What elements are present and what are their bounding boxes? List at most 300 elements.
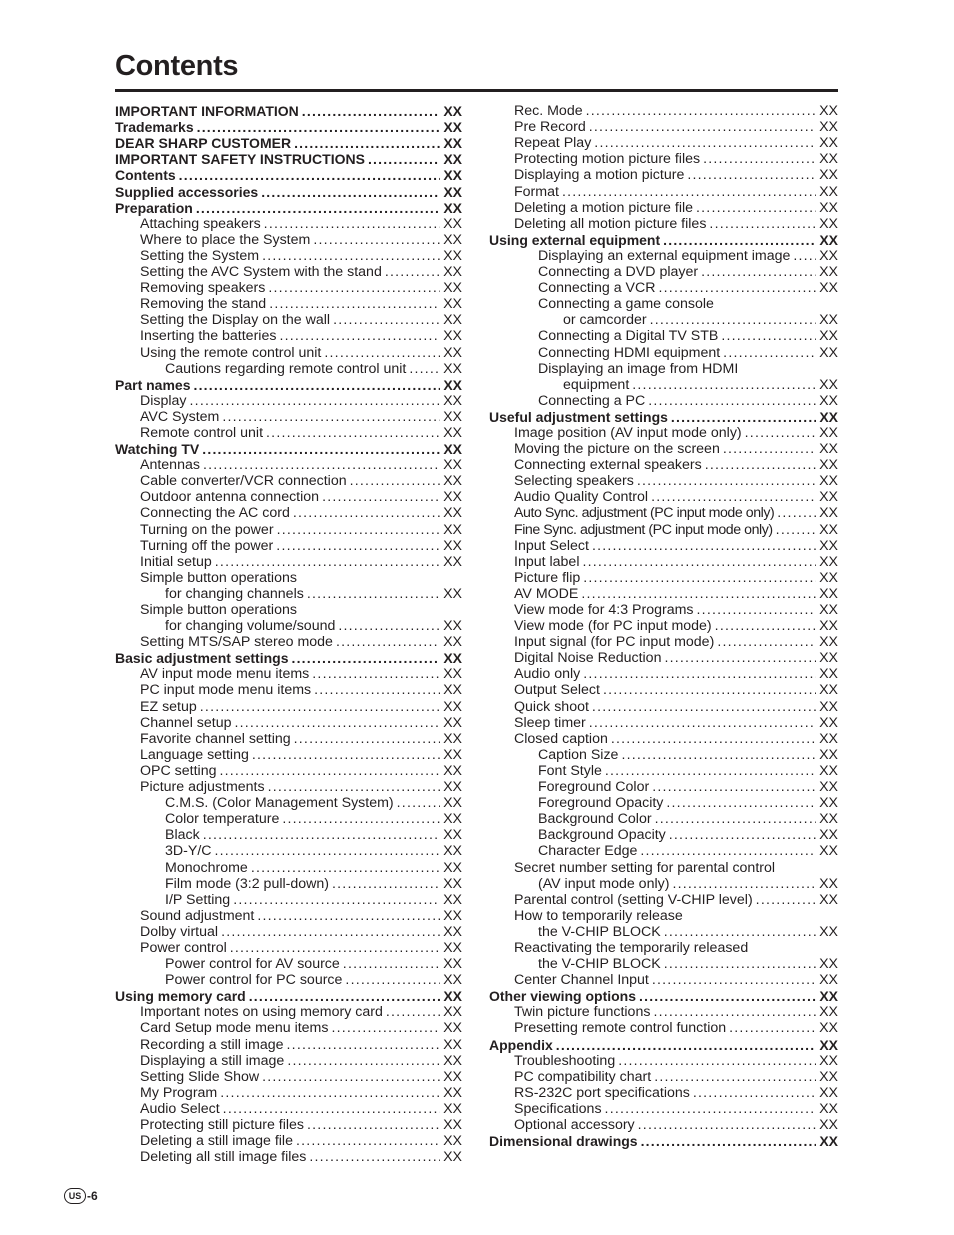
toc-entry-page: XX <box>819 344 838 361</box>
toc-entry <box>115 698 462 714</box>
toc-leader-dots <box>252 747 440 763</box>
toc-leader-dots <box>296 1133 440 1149</box>
toc-entry-page: XX <box>443 344 462 361</box>
toc-entry-page: XX <box>443 167 462 184</box>
toc-entry-label: Part names <box>115 376 191 393</box>
toc-leader-dots <box>215 554 440 570</box>
toc-leader-dots <box>586 103 816 119</box>
toc-leader-dots <box>664 924 816 940</box>
toc-entry-page: XX <box>443 360 462 377</box>
toc-entry <box>115 650 462 666</box>
toc-entry <box>489 747 838 763</box>
toc-entry-label: Input Select <box>514 537 589 554</box>
toc-entry <box>489 554 838 570</box>
toc-entry <box>115 264 462 280</box>
toc-entry-label: Deleting a still image file <box>140 1133 293 1150</box>
toc-leader-dots <box>386 1004 440 1020</box>
toc-leader-dots <box>368 151 440 167</box>
toc-entry-page: XX <box>819 714 838 731</box>
toc-entry <box>489 135 838 151</box>
toc-entry-page: XX <box>819 199 838 216</box>
toc-entry-label: 3D-Y/C <box>165 843 212 860</box>
toc-entry-page: XX <box>443 215 462 232</box>
toc-entry-label: Audio Select <box>140 1100 220 1117</box>
toc-leader-dots <box>276 538 440 554</box>
toc-leader-dots <box>664 650 816 666</box>
toc-entry <box>115 521 462 537</box>
toc-leader-dots <box>611 731 816 747</box>
toc-entry-label: Using memory card <box>115 988 246 1005</box>
toc-entry-label: Channel setup <box>140 714 232 731</box>
toc-entry-page: XX <box>819 408 838 425</box>
toc-entry-page: XX <box>443 135 462 152</box>
toc-entry-page: XX <box>819 1020 838 1037</box>
toc-entry-label: Appendix <box>489 1036 553 1053</box>
toc-leader-dots <box>264 216 440 232</box>
toc-entry <box>115 892 462 908</box>
toc-entry <box>115 216 462 232</box>
toc-entry-label: Background Opacity <box>538 827 666 844</box>
toc-entry-label: Font Style <box>538 762 602 779</box>
toc-entry-label: Remote control unit <box>140 424 264 441</box>
toc-entry <box>489 1101 838 1117</box>
toc-leader-dots <box>249 988 441 1004</box>
toc-entry-page: XX <box>819 779 838 796</box>
toc-entry <box>489 586 838 602</box>
toc-leader-dots <box>582 554 816 570</box>
toc-leader-dots <box>671 409 816 425</box>
toc-entry-page: XX <box>819 1133 838 1150</box>
toc-entry-page: XX <box>819 956 838 973</box>
toc-entry <box>115 988 462 1004</box>
toc-entry <box>115 1117 462 1133</box>
toc-entry-label: IMPORTANT INFORMATION <box>115 103 299 120</box>
toc-entry-page: XX <box>819 1036 838 1053</box>
toc-leader-dots <box>203 457 440 473</box>
toc-leader-dots <box>279 328 440 344</box>
toc-entry-label: Preparation <box>115 199 193 216</box>
toc-entry-label: Audio Quality Control <box>514 489 649 506</box>
toc-entry <box>489 361 838 377</box>
toc-entry-label: for changing channels <box>165 585 304 602</box>
toc-entry <box>115 1069 462 1085</box>
toc-entry-label: Deleting a motion picture file <box>514 199 694 216</box>
toc-leader-dots <box>294 135 440 151</box>
toc-entry <box>489 232 838 248</box>
toc-leader-dots <box>220 1085 440 1101</box>
toc-entry-label: or camcorder <box>563 312 647 329</box>
toc-entry <box>489 876 838 892</box>
toc-entry <box>115 167 462 183</box>
toc-entry-page: XX <box>443 296 462 313</box>
toc-leader-dots <box>268 280 440 296</box>
toc-entry-label: Twin picture functions <box>514 1004 651 1021</box>
toc-leader-dots <box>343 956 440 972</box>
toc-entry-label: Output Select <box>514 682 600 699</box>
toc-entry <box>489 1036 838 1052</box>
toc-leader-dots <box>556 1037 817 1053</box>
page-footer <box>64 1188 98 1204</box>
toc-entry <box>115 135 462 151</box>
toc-entry-page: XX <box>443 1020 462 1037</box>
toc-leader-dots <box>292 650 441 666</box>
toc-entry-page: XX <box>443 956 462 973</box>
toc-entry <box>489 956 838 972</box>
toc-leader-dots <box>705 457 816 473</box>
toc-leader-dots <box>333 312 440 328</box>
toc-entry <box>115 328 462 344</box>
toc-entry-label: Caption Size <box>538 746 619 763</box>
toc-entry-page: XX <box>443 988 462 1005</box>
toc-entry <box>115 377 462 393</box>
toc-entry <box>489 859 838 875</box>
toc-leader-dots <box>703 151 816 167</box>
toc-entry-label: My Program <box>140 1084 218 1101</box>
toc-entry-label: View mode for 4:3 Programs <box>514 602 694 618</box>
toc-leader-dots <box>621 747 816 763</box>
toc-entry <box>115 924 462 940</box>
toc-entry-label: Card Setup mode menu items <box>140 1020 329 1037</box>
toc-entry-label: Watching TV <box>115 441 200 458</box>
toc-entry-label: Attaching speakers <box>140 215 261 232</box>
toc-entry-label: IMPORTANT SAFETY INSTRUCTIONS <box>115 151 365 168</box>
toc-entry <box>115 554 462 570</box>
toc-entry-label: Displaying an image from HDMI <box>538 360 739 377</box>
toc-entry-page: XX <box>443 521 462 538</box>
toc-entry <box>489 715 838 731</box>
toc-entry-label: Recording a still image <box>140 1036 284 1053</box>
toc-entry-label: Connecting a PC <box>538 392 646 409</box>
toc-leader-dots <box>350 473 440 489</box>
toc-entry-page: XX <box>819 1084 838 1101</box>
toc-entry-page: XX <box>443 1149 462 1166</box>
toc-entry-page: XX <box>819 489 838 506</box>
toc-entry-label: Presetting remote control function <box>514 1020 727 1037</box>
toc-entry-page: XX <box>443 119 462 136</box>
toc-entry <box>489 489 838 505</box>
toc-entry-page: XX <box>819 151 838 168</box>
toc-entry-page: XX <box>443 1052 462 1069</box>
toc-leader-dots <box>653 1004 816 1020</box>
toc-entry <box>489 377 838 393</box>
toc-entry <box>115 361 462 377</box>
toc-entry-label: Protecting still picture files <box>140 1117 305 1133</box>
toc-entry <box>115 200 462 216</box>
toc-entry <box>489 924 838 940</box>
toc-entry-label: Sleep timer <box>514 714 586 731</box>
toc-entry-page: XX <box>443 634 462 651</box>
toc-entry <box>489 183 838 199</box>
toc-entry-page: XX <box>819 666 838 683</box>
toc-leader-dots <box>220 763 441 779</box>
toc-leader-dots <box>723 441 816 457</box>
toc-entry-page: XX <box>443 457 462 474</box>
toc-entry <box>489 441 838 457</box>
toc-entry-label: the V-CHIP BLOCK <box>538 956 661 973</box>
toc-entry-page: XX <box>819 843 838 860</box>
toc-entry-page: XX <box>443 827 462 844</box>
toc-leader-dots <box>223 1101 440 1117</box>
toc-entry-page: XX <box>443 505 462 522</box>
toc-entry <box>489 1117 838 1133</box>
toc-entry <box>489 167 838 183</box>
toc-leader-dots <box>385 264 440 280</box>
toc-entry-page: XX <box>443 328 462 345</box>
toc-entry-label: Connecting HDMI equipment <box>538 344 721 361</box>
toc-entry-label: Background Color <box>538 811 652 828</box>
toc-entry-page: XX <box>819 231 838 248</box>
toc-entry-label: EZ setup <box>140 698 197 715</box>
toc-leader-dots <box>650 312 816 328</box>
toc-entry-label: Setting the AVC System with the stand <box>140 264 382 281</box>
toc-leader-dots <box>687 167 816 183</box>
toc-leader-dots <box>589 715 816 731</box>
toc-entry <box>115 1053 462 1069</box>
toc-leader-dots <box>729 1020 816 1036</box>
toc-entry <box>489 103 838 119</box>
toc-entry <box>489 827 838 843</box>
toc-entry-label: Connecting the AC cord <box>140 505 290 522</box>
toc-entry-page: XX <box>819 135 838 152</box>
toc-entry <box>489 312 838 328</box>
toc-leader-dots <box>322 489 440 505</box>
toc-entry-label: Quick shoot <box>514 698 589 715</box>
toc-entry-label: Turning on the power <box>140 521 274 538</box>
toc-entry-page: XX <box>819 827 838 844</box>
toc-entry-label: Language setting <box>140 746 249 763</box>
toc-entry <box>489 264 838 280</box>
toc-entry-page: XX <box>819 392 838 409</box>
toc-entry-label: Useful adjustment settings <box>489 408 668 425</box>
toc-entry <box>115 972 462 988</box>
toc-leader-dots <box>203 827 440 843</box>
toc-entry-label: Outdoor antenna connection <box>140 489 320 506</box>
toc-leader-dots <box>197 119 441 135</box>
toc-entry-label: Other viewing options <box>489 988 637 1005</box>
toc-entry <box>489 940 838 956</box>
toc-leader-dots <box>332 876 440 892</box>
toc-entry-page: XX <box>443 424 462 441</box>
toc-leader-dots <box>222 409 440 425</box>
toc-entry <box>115 248 462 264</box>
toc-leader-dots <box>313 232 440 248</box>
toc-entry <box>489 538 838 554</box>
toc-leader-dots <box>672 876 816 892</box>
toc-entry-page: XX <box>443 939 462 956</box>
toc-entry-label: Selecting speakers <box>514 473 634 490</box>
toc-entry-page: XX <box>443 441 462 458</box>
toc-leader-dots <box>640 843 816 859</box>
toc-entry-label: Pre Record <box>514 119 586 136</box>
toc-entry-label: Setting MTS/SAP stereo mode <box>140 634 333 651</box>
toc-leader-dots <box>592 538 816 554</box>
toc-entry <box>489 779 838 795</box>
toc-entry <box>115 296 462 312</box>
toc-entry <box>115 956 462 972</box>
toc-leader-dots <box>693 1085 816 1101</box>
toc-entry-label: Connecting a game console <box>538 296 714 313</box>
toc-entry-page: XX <box>819 215 838 232</box>
toc-entry-page: XX <box>819 602 838 618</box>
toc-entry-page: XX <box>443 891 462 908</box>
toc-leader-dots <box>266 425 440 441</box>
toc-entry-page: XX <box>819 1117 838 1133</box>
toc-entry-label: View mode (for PC input mode) <box>514 618 712 635</box>
toc-leader-dots <box>669 827 816 843</box>
toc-leader-dots <box>581 586 816 602</box>
toc-leader-dots <box>307 1117 440 1133</box>
toc-leader-dots <box>641 1133 817 1149</box>
toc-entry-label: Initial setup <box>140 553 212 570</box>
toc-entry-label: Optional accessory <box>514 1117 635 1133</box>
toc-entry-label: Rec. Mode <box>514 103 583 120</box>
toc-leader-dots <box>215 843 441 859</box>
toc-entry-page: XX <box>443 762 462 779</box>
toc-entry-label: Using external equipment <box>489 231 661 248</box>
toc-entry-label: Setting Slide Show <box>140 1068 260 1085</box>
us-region-badge: US <box>64 1188 86 1204</box>
toc-entry <box>115 505 462 521</box>
toc-entry <box>115 1036 462 1052</box>
toc-entry-page: XX <box>443 875 462 892</box>
toc-entry-page: XX <box>443 1068 462 1085</box>
toc-entry-page: XX <box>819 247 838 264</box>
toc-entry-label: Removing speakers <box>140 280 266 297</box>
toc-entry <box>115 1004 462 1020</box>
toc-leader-dots <box>745 425 816 441</box>
toc-leader-dots <box>269 296 440 312</box>
toc-entry-label: Deleting all motion picture files <box>514 215 707 232</box>
toc-entry <box>115 602 462 618</box>
toc-leader-dots <box>654 1069 816 1085</box>
toc-entry-page: XX <box>819 795 838 812</box>
toc-entry-label: Image position (AV input mode only) <box>514 424 742 441</box>
toc-entry-label: Input label <box>514 553 580 570</box>
toc-entry <box>115 103 462 119</box>
toc-entry <box>115 1020 462 1036</box>
toc-entry <box>115 1085 462 1101</box>
toc-leader-dots <box>592 699 816 715</box>
toc-leader-dots <box>637 473 816 489</box>
toc-entry-label: Using the remote control unit <box>140 344 322 361</box>
toc-leader-dots <box>314 682 440 698</box>
toc-leader-dots <box>605 1101 817 1117</box>
toc-entry-label: Turning off the power <box>140 537 274 554</box>
toc-leader-dots <box>651 489 816 505</box>
toc-entry <box>115 538 462 554</box>
toc-entry-page: XX <box>443 1100 462 1117</box>
toc-entry <box>115 827 462 843</box>
toc-leader-dots <box>302 103 441 119</box>
toc-entry-page: XX <box>443 795 462 812</box>
toc-entry-page: XX <box>443 264 462 281</box>
toc-entry-label: Parental control (setting V-CHIP level) <box>514 891 753 908</box>
toc-entry-label: AVC System <box>140 408 220 425</box>
toc-entry-page: XX <box>819 183 838 200</box>
toc-entry-label: Fine Sync. adjustment (PC input mode only) <box>514 521 773 538</box>
toc-entry-label: Film mode (3:2 pull-down) <box>165 875 330 892</box>
toc-entry-page: XX <box>443 1084 462 1101</box>
toc-entry <box>489 972 838 988</box>
toc-entry <box>489 731 838 747</box>
toc-leader-dots <box>715 618 816 634</box>
toc-entry-label: Display <box>140 392 187 409</box>
toc-entry <box>489 1004 838 1020</box>
toc-entry <box>489 216 838 232</box>
toc-entry-page: XX <box>819 1004 838 1021</box>
toc-entry <box>489 473 838 489</box>
toc-entry <box>115 119 462 135</box>
toc-leader-dots <box>193 377 440 393</box>
toc-entry-label: Setting the System <box>140 247 260 264</box>
toc-entry-label: Cable converter/VCR connection <box>140 473 347 490</box>
toc-leader-dots <box>251 860 440 876</box>
toc-entry <box>489 666 838 682</box>
toc-leader-dots <box>190 393 441 409</box>
toc-entry <box>115 151 462 167</box>
toc-entry-page: XX <box>443 907 462 924</box>
toc-entry-page: XX <box>819 424 838 441</box>
toc-leader-dots <box>277 522 441 538</box>
toc-entry-label: Center Channel Input <box>514 972 649 989</box>
toc-entry <box>115 747 462 763</box>
toc-leader-dots <box>261 184 440 200</box>
toc-entry-label: Contents <box>115 167 176 184</box>
toc-leader-dots <box>202 441 440 457</box>
toc-entry-page: XX <box>819 618 838 635</box>
toc-entry-label: Displaying a motion picture <box>514 167 685 184</box>
toc-entry-label: Basic adjustment settings <box>115 650 289 667</box>
toc-leader-dots <box>589 119 816 135</box>
toc-entry <box>115 344 462 360</box>
toc-leader-dots <box>618 1053 816 1069</box>
toc-entry <box>115 795 462 811</box>
toc-leader-dots <box>233 892 440 908</box>
toc-entry <box>115 457 462 473</box>
toc-entry-label: Sound adjustment <box>140 907 255 924</box>
toc-entry-page: XX <box>819 634 838 651</box>
toc-leader-dots <box>287 1037 441 1053</box>
toc-entry-label: Connecting a Digital TV STB <box>538 328 719 345</box>
toc-entry-label: PC compatibility chart <box>514 1068 652 1085</box>
toc-entry-label: Cautions regarding remote control unit <box>165 360 407 377</box>
toc-entry-page: XX <box>443 280 462 297</box>
toc-entry-label: Secret number setting for parental control <box>514 859 776 876</box>
toc-entry-page: XX <box>443 312 462 329</box>
toc-entry <box>489 682 838 698</box>
toc-entry-page: XX <box>443 746 462 763</box>
toc-entry-label: Inserting the batteries <box>140 328 277 345</box>
toc-entry-page: XX <box>443 650 462 667</box>
toc-entry <box>115 280 462 296</box>
toc-entry-label: Moving the picture on the screen <box>514 441 720 458</box>
toc-entry-label: Connecting a DVD player <box>538 264 699 281</box>
toc-leader-dots <box>309 1149 440 1165</box>
toc-entry <box>489 344 838 360</box>
title-rule <box>115 89 838 92</box>
toc-leader-dots <box>723 345 816 361</box>
toc-leader-dots <box>652 779 816 795</box>
toc-entry-page: XX <box>819 312 838 329</box>
toc-entry-page: XX <box>443 779 462 796</box>
toc-entry-page: XX <box>819 1052 838 1069</box>
toc-entry-page: XX <box>819 585 838 602</box>
toc-leader-dots <box>338 618 440 634</box>
toc-entry <box>489 570 838 586</box>
toc-entry-page: XX <box>819 988 838 1005</box>
toc-leader-dots <box>655 811 817 827</box>
toc-entry-page: XX <box>819 730 838 747</box>
